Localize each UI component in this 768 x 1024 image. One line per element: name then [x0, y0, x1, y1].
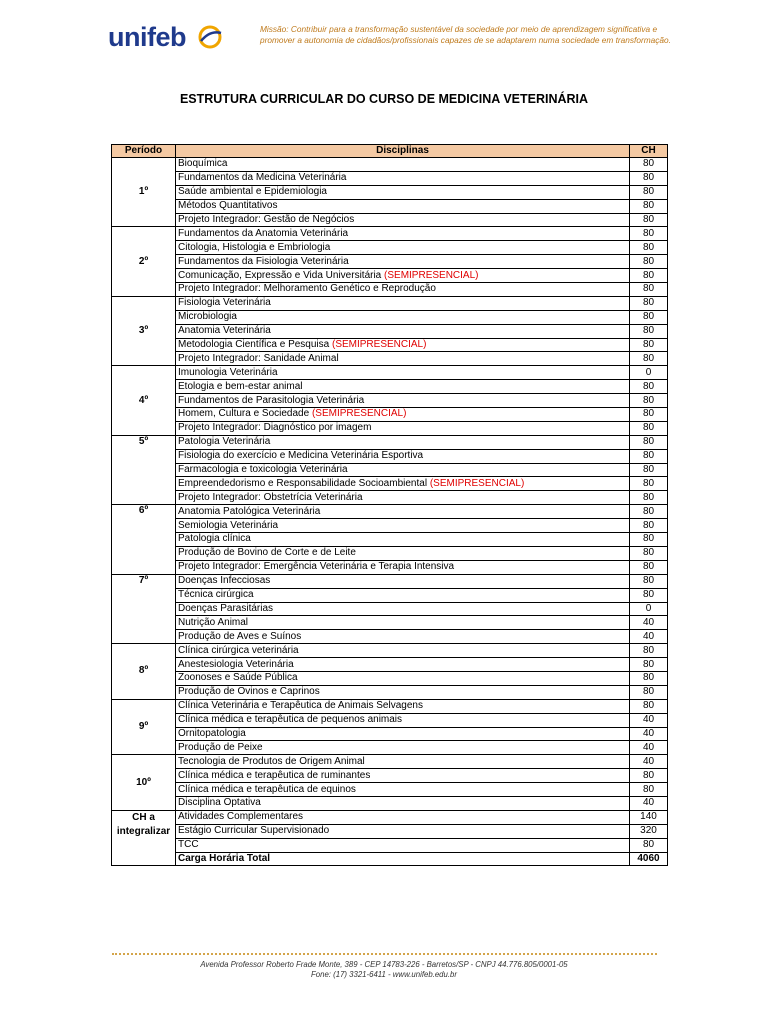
table-row — [112, 574, 668, 588]
discipline-name: Farmacologia e toxicologia Veterinária — [178, 464, 348, 476]
table-row — [112, 824, 668, 838]
table-row — [112, 755, 668, 769]
discipline-cell — [176, 310, 630, 324]
discipline-name: TCC — [178, 839, 199, 851]
period-cell: 7º — [112, 574, 176, 643]
table-row — [112, 185, 668, 199]
ch-cell: 80 — [630, 283, 668, 297]
letterhead — [0, 0, 768, 70]
table-row — [112, 380, 668, 394]
ch-cell: 80 — [630, 269, 668, 283]
discipline-cell — [176, 685, 630, 699]
discipline-name: Fisiologia Veterinária — [178, 297, 271, 309]
discipline-name: Clínica médica e terapêutica de pequenos animais — [178, 714, 403, 726]
discipline-name: Empreendedorismo e Responsabilidade Socioambiental — [178, 477, 430, 489]
ch-cell: 40 — [630, 630, 668, 644]
ch-cell: 40 — [630, 616, 668, 630]
table-row — [112, 505, 668, 519]
ch-cell: 80 — [630, 310, 668, 324]
table-row — [112, 783, 668, 797]
ch-cell: 0 — [630, 366, 668, 380]
discipline-name: Nutrição Animal — [178, 616, 249, 628]
discipline-name: Produção de Ovinos e Caprinos — [178, 686, 320, 698]
ch-cell: 80 — [630, 491, 668, 505]
footer-address: Avenida Professor Roberto Frade Monte, 389 - CEP 14783-226 - Barretos/SP - CNPJ 44.776.805/0001-05 — [200, 960, 568, 969]
discipline-name: Microbiologia — [178, 311, 237, 323]
discipline-name: Projeto Integrador: Obstetrícia Veterinária — [178, 491, 363, 503]
discipline-name: Estágio Curricular Supervisionado — [178, 825, 330, 837]
discipline-name: Projeto Integrador: Sanidade Animal — [178, 352, 339, 364]
discipline-name: Doenças Infecciosas — [178, 575, 271, 587]
table-header-row — [112, 145, 668, 158]
discipline-name: Produção de Peixe — [178, 741, 263, 753]
period-cell: 6º — [112, 505, 176, 574]
table-row — [112, 491, 668, 505]
table-body — [112, 158, 668, 866]
table-row — [112, 171, 668, 185]
discipline-name: Fundamentos da Medicina Veterinária — [178, 172, 347, 184]
discipline-cell — [176, 533, 630, 547]
mission-line-2: promover a autonomia de cidadãos/profissionais capazes de se adaptarem numa sociedade em transformação. — [260, 35, 671, 45]
discipline-cell — [176, 852, 630, 866]
discipline-name: Bioquímica — [178, 158, 228, 170]
page-title: ESTRUTURA CURRICULAR DO CURSO DE MEDICINA VETERINÁRIA — [179, 92, 589, 106]
table-row — [112, 713, 668, 727]
discipline-name: Fundamentos de Parasitologia Veterinária — [178, 394, 365, 406]
table-row — [112, 588, 668, 602]
footer-divider — [112, 953, 657, 955]
discipline-cell — [176, 727, 630, 741]
discipline-cell — [176, 421, 630, 435]
discipline-cell — [176, 283, 630, 297]
table-row — [112, 644, 668, 658]
mission-statement — [260, 24, 730, 46]
discipline-cell — [176, 213, 630, 227]
table-row — [112, 241, 668, 255]
header-ch: CH — [630, 145, 668, 158]
discipline-cell — [176, 630, 630, 644]
footer-contact: Fone: (17) 3321-6411 - www.unifeb.edu.br — [311, 970, 457, 979]
table-row — [112, 616, 668, 630]
table-row — [112, 671, 668, 685]
table-row — [112, 421, 668, 435]
discipline-cell — [176, 366, 630, 380]
ch-cell: 80 — [630, 171, 668, 185]
discipline-name: Patologia Veterinária — [178, 436, 271, 448]
ch-cell: 80 — [630, 296, 668, 310]
discipline-name: Clínica médica e terapêutica de equinos — [178, 783, 356, 795]
discipline-name: Fundamentos da Fisiologia Veterinária — [178, 255, 349, 267]
period-cell: 5º — [112, 435, 176, 504]
discipline-cell — [176, 796, 630, 810]
discipline-name: Projeto Integrador: Diagnóstico por imagem — [178, 422, 372, 434]
header-disciplines: Disciplinas — [176, 145, 630, 158]
discipline-name: Metodologia Científica e Pesquisa — [178, 339, 332, 351]
ch-cell: 80 — [630, 588, 668, 602]
discipline-cell — [176, 269, 630, 283]
semipresencial-tag: (SEMIPRESENCIAL) — [331, 339, 427, 351]
discipline-name: Atividades Complementares — [178, 811, 304, 823]
ch-cell: 40 — [630, 741, 668, 755]
ch-cell: 140 — [630, 810, 668, 824]
discipline-cell — [176, 741, 630, 755]
discipline-cell — [176, 616, 630, 630]
ch-cell: 80 — [630, 644, 668, 658]
discipline-cell — [176, 519, 630, 533]
table-row — [112, 602, 668, 616]
table-row — [112, 741, 668, 755]
discipline-name: Produção de Aves e Suínos — [178, 630, 302, 642]
discipline-name: Carga Horária Total — [178, 852, 271, 864]
discipline-cell — [176, 671, 630, 685]
ch-cell: 40 — [630, 713, 668, 727]
table-row — [112, 283, 668, 297]
period-cell: CH a integralizar — [112, 810, 176, 866]
discipline-cell — [176, 435, 630, 449]
discipline-cell — [176, 602, 630, 616]
table-row — [112, 769, 668, 783]
table-row — [112, 796, 668, 810]
discipline-cell — [176, 296, 630, 310]
ch-cell: 80 — [630, 421, 668, 435]
period-cell: 8º — [112, 644, 176, 700]
ch-cell: 80 — [630, 241, 668, 255]
discipline-name: Citologia, Histologia e Embriologia — [178, 241, 331, 253]
discipline-cell — [176, 491, 630, 505]
discipline-name: Métodos Quantitativos — [178, 200, 278, 212]
table-row — [112, 727, 668, 741]
discipline-name: Produção de Bovino de Corte e de Leite — [178, 547, 356, 559]
table-row — [112, 658, 668, 672]
table-row — [112, 630, 668, 644]
discipline-cell — [176, 699, 630, 713]
discipline-cell — [176, 769, 630, 783]
table-row — [112, 435, 668, 449]
discipline-cell — [176, 408, 630, 422]
logo-swoosh-icon — [197, 24, 223, 50]
period-cell: 3º — [112, 296, 176, 365]
ch-cell: 80 — [630, 324, 668, 338]
ch-cell: 80 — [630, 546, 668, 560]
discipline-cell — [176, 449, 630, 463]
semipresencial-tag: (SEMIPRESENCIAL) — [429, 477, 525, 489]
period-cell: 4º — [112, 366, 176, 435]
ch-cell: 80 — [630, 185, 668, 199]
discipline-name: Projeto Integrador: Gestão de Negócios — [178, 214, 355, 225]
discipline-name: Clínica médica e terapêutica de ruminantes — [178, 769, 371, 781]
discipline-cell — [176, 158, 630, 172]
ch-cell: 40 — [630, 755, 668, 769]
table-row — [112, 352, 668, 366]
discipline-cell — [176, 560, 630, 574]
ch-cell: 80 — [630, 658, 668, 672]
discipline-name: Doenças Parasitárias — [178, 602, 274, 614]
period-cell: 9º — [112, 699, 176, 755]
discipline-name: Fundamentos da Anatomia Veterinária — [178, 227, 349, 239]
table-row — [112, 699, 668, 713]
ch-cell: 80 — [630, 574, 668, 588]
ch-cell: 40 — [630, 796, 668, 810]
discipline-cell — [176, 644, 630, 658]
table-row — [112, 477, 668, 491]
ch-cell: 80 — [630, 435, 668, 449]
discipline-name: Projeto Integrador: Emergência Veterinária e Terapia Intensiva — [178, 561, 455, 573]
discipline-name: Fisiologia do exercício e Medicina Veterinária Esportiva — [178, 450, 424, 462]
discipline-cell — [176, 755, 630, 769]
table-row — [112, 310, 668, 324]
ch-cell: 4060 — [630, 852, 668, 866]
discipline-cell — [176, 477, 630, 491]
table-row — [112, 449, 668, 463]
table-row — [112, 269, 668, 283]
ch-cell: 80 — [630, 505, 668, 519]
table-row — [112, 560, 668, 574]
ch-cell: 80 — [630, 699, 668, 713]
ch-cell: 80 — [630, 519, 668, 533]
period-cell: 2º — [112, 227, 176, 296]
ch-cell: 80 — [630, 158, 668, 172]
table-row — [112, 213, 668, 227]
ch-cell: 80 — [630, 255, 668, 269]
discipline-name: Anestesiologia Veterinária — [178, 658, 294, 670]
table-row — [112, 255, 668, 269]
mission-line-1: Missão: Contribuir para a transformação sustentável da sociedade por meio de aprendizagem significativa e — [260, 24, 658, 34]
discipline-cell — [176, 574, 630, 588]
table-row — [112, 158, 668, 172]
ch-cell: 320 — [630, 824, 668, 838]
table-row — [112, 463, 668, 477]
ch-cell: 80 — [630, 533, 668, 547]
ch-cell: 80 — [630, 477, 668, 491]
ch-cell: 80 — [630, 394, 668, 408]
footer — [0, 960, 768, 980]
discipline-name: Anatomia Patológica Veterinária — [178, 505, 321, 517]
discipline-cell — [176, 227, 630, 241]
table-row — [112, 546, 668, 560]
ch-cell: 80 — [630, 783, 668, 797]
ch-cell: 80 — [630, 671, 668, 685]
discipline-cell — [176, 838, 630, 852]
discipline-cell — [176, 658, 630, 672]
ch-cell: 80 — [630, 227, 668, 241]
table-row — [112, 296, 668, 310]
discipline-cell — [176, 810, 630, 824]
table-row — [112, 685, 668, 699]
discipline-cell — [176, 171, 630, 185]
table-row — [112, 199, 668, 213]
discipline-cell — [176, 338, 630, 352]
discipline-name: Imunologia Veterinária — [178, 366, 278, 378]
discipline-name: Patologia clínica — [178, 533, 251, 545]
discipline-name: Semiologia Veterinária — [178, 519, 279, 531]
period-cell: 1º — [112, 158, 176, 227]
discipline-cell — [176, 241, 630, 255]
ch-cell: 80 — [630, 213, 668, 227]
discipline-cell — [176, 324, 630, 338]
discipline-name: Etologia e bem-estar animal — [178, 380, 303, 392]
discipline-name: Disciplina Optativa — [178, 797, 261, 809]
discipline-name: Zoonoses e Saúde Pública — [178, 672, 298, 684]
ch-cell: 80 — [630, 408, 668, 422]
discipline-name: Clínica Veterinária e Terapêutica de Animais Selvagens — [178, 700, 423, 712]
discipline-name: Clínica cirúrgica veterinária — [178, 644, 299, 656]
ch-cell: 0 — [630, 602, 668, 616]
ch-cell: 80 — [630, 560, 668, 574]
discipline-name: Técnica cirúrgica — [178, 589, 254, 601]
discipline-name: Saúde ambiental e Epidemiologia — [178, 186, 327, 198]
discipline-cell — [176, 588, 630, 602]
semipresencial-tag: (SEMIPRESENCIAL) — [311, 408, 407, 420]
ch-cell: 80 — [630, 338, 668, 352]
discipline-cell — [176, 199, 630, 213]
discipline-cell — [176, 546, 630, 560]
ch-cell: 80 — [630, 352, 668, 366]
discipline-cell — [176, 380, 630, 394]
discipline-cell — [176, 713, 630, 727]
discipline-cell — [176, 824, 630, 838]
table-row — [112, 519, 668, 533]
table-row — [112, 394, 668, 408]
semipresencial-tag: (SEMIPRESENCIAL) — [384, 269, 479, 281]
table-row — [112, 533, 668, 547]
table-row — [112, 338, 668, 352]
ch-cell: 80 — [630, 685, 668, 699]
unifeb-logo: unifeb — [108, 22, 186, 52]
ch-cell: 80 — [630, 463, 668, 477]
table-row — [112, 366, 668, 380]
table-row — [112, 852, 668, 866]
ch-cell: 80 — [630, 199, 668, 213]
discipline-name: Homem, Cultura e Sociedade — [178, 408, 312, 420]
table-row — [112, 227, 668, 241]
ch-cell: 40 — [630, 727, 668, 741]
discipline-cell — [176, 185, 630, 199]
period-cell: 10º — [112, 755, 176, 811]
discipline-name: Anatomia Veterinária — [178, 325, 271, 337]
discipline-name: Projeto Integrador: Melhoramento Genético e Reprodução — [178, 283, 436, 295]
ch-cell: 80 — [630, 449, 668, 463]
header-period: Período — [112, 145, 176, 158]
table-row — [112, 408, 668, 422]
ch-cell: 80 — [630, 380, 668, 394]
table-row — [112, 324, 668, 338]
table-row — [112, 810, 668, 824]
discipline-name: Comunicação, Expressão e Vida Universitária — [178, 269, 385, 281]
discipline-cell — [176, 783, 630, 797]
discipline-cell — [176, 505, 630, 519]
discipline-cell — [176, 255, 630, 269]
discipline-cell — [176, 352, 630, 366]
ch-cell: 80 — [630, 769, 668, 783]
table-row — [112, 838, 668, 852]
curriculum-table — [111, 144, 668, 866]
discipline-cell — [176, 463, 630, 477]
ch-cell: 80 — [630, 838, 668, 852]
discipline-name: Ornitopatologia — [178, 727, 246, 739]
discipline-name: Tecnologia de Produtos de Origem Animal — [178, 755, 365, 767]
discipline-cell — [176, 394, 630, 408]
